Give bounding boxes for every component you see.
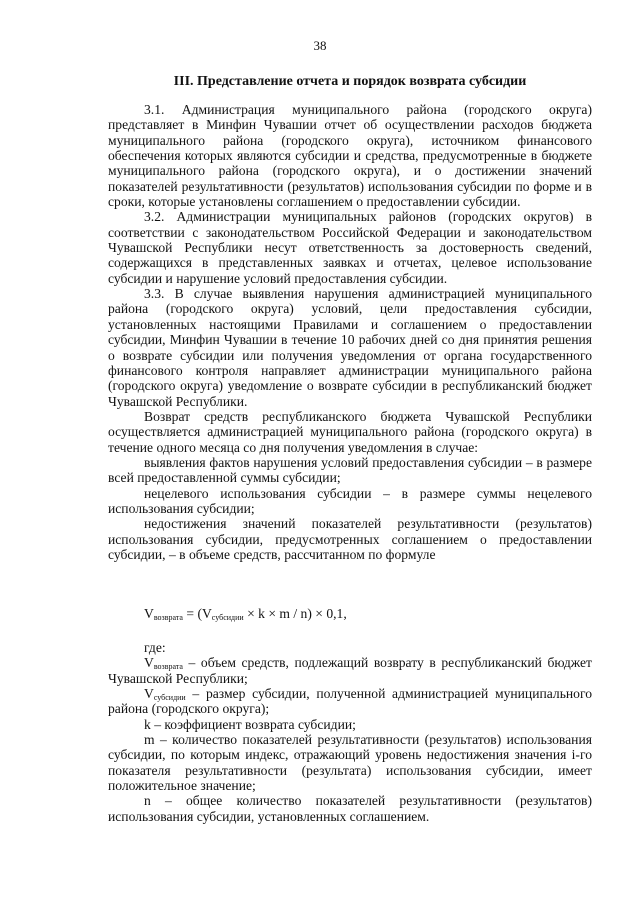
paragraph-3-1: 3.1. Администрация муниципального района (городского округа) представляет в Минфин Чувашии отчет об осуществлении расходов бюджета муниципального района (городского округа), источником финансового обеспечения которых являются субсидии и средства, предусмотренные в бюджете муниципального района (городского округа), и о достижении значений показателей результативности (результатов) использования субсидии по форме и в сроки, которые установлены соглашением о предоставлении субсидии. [108,102,592,210]
definition-var: V [144,686,154,702]
definition-item [108,793,592,824]
definition-var: k [144,716,151,732]
case-misuse: нецелевого использования субсидии – в размере суммы нецелевого использования субсидии; [108,485,592,516]
definition-item [108,717,592,732]
page-number: 38 [313,38,327,53]
definition-sub: возврата [153,662,183,672]
definition-var: m [144,732,155,748]
paragraph-return-intro: Возврат средств республиканского бюджета Чувашской Республики осуществляется администрацией муниципального района (городского округа) в течение одного месяца со дня получения уведомления в случае: [108,408,592,455]
formula-rest: × k × m / n) × 0,1, [243,606,347,621]
case-non-achievement: недостижения значений показателей результативности (результатов) использования субсидии, предусмотренных соглашением о предоставлении субсидии, – в объеме средств, рассчитанном по формуле [108,516,592,562]
section-title: III. Представление отчета и порядок возврата субсидии [173,74,527,89]
definition-text: – количество показателей результативности (результатов) использования субсидии, по которым индекс, отражающий уровень недостижения значения i-го показателя результативности (результата) использования субсидии, имеет положительное значение; [108,732,592,794]
formula-eq-open: = (V [182,606,212,621]
definition-text: – коэффициент возврата субсидии; [150,716,356,732]
formula-lhs-sub: возврата [153,613,183,622]
case-violation: выявления фактов нарушения условий предоставления субсидии – в размере всей предоставленной суммы субсидии; [108,454,592,486]
definition-sub: субсидии [153,693,186,703]
definition-item [108,686,592,717]
definitions [108,640,592,824]
definition-item [108,732,592,793]
body-text [108,102,592,562]
paragraph-3-3: 3.3. В случае выявления нарушения администрацией муниципального района (городского округа) условий, цели предоставления субсидии, установленных настоящими Правилами и соглашением о предоставлении субсидии, Минфин Чувашии в течение 10 рабочих дней со дня принятия решения о возврате субсидии или получения уведомления от органа государственного финансового контроля направляет администрации муниципального района (городского округа) уведомление о возврате субсидии в республиканский бюджет Чувашской Республики. [108,286,592,409]
return-formula [144,606,347,622]
definition-text: – общее количество показателей результативности (результатов) использования субсидии, установленных соглашением. [108,793,592,824]
where-label: где: [144,640,166,655]
definition-var: V [144,655,154,671]
definition-text: – размер субсидии, полученной администрацией муниципального района (городского округа); [108,686,592,717]
formula-lhs-var: V [144,606,154,621]
definition-item [108,655,592,686]
definition-var: n [144,793,151,809]
definition-text: – объем средств, подлежащий возврату в республиканский бюджет Чувашской Республики; [108,655,592,686]
paragraph-3-2: 3.2. Администрации муниципальных районов (городских округов) в соответствии с законодательством Российской Федерации и законодательством Чувашской Республики несут ответственность за достоверность сведений, содержащихся в представленных заявках и отчетах, целевое использование субсидии и нарушение условий предоставления субсидии. [108,209,592,286]
formula-inner-sub: субсидии [211,613,244,622]
